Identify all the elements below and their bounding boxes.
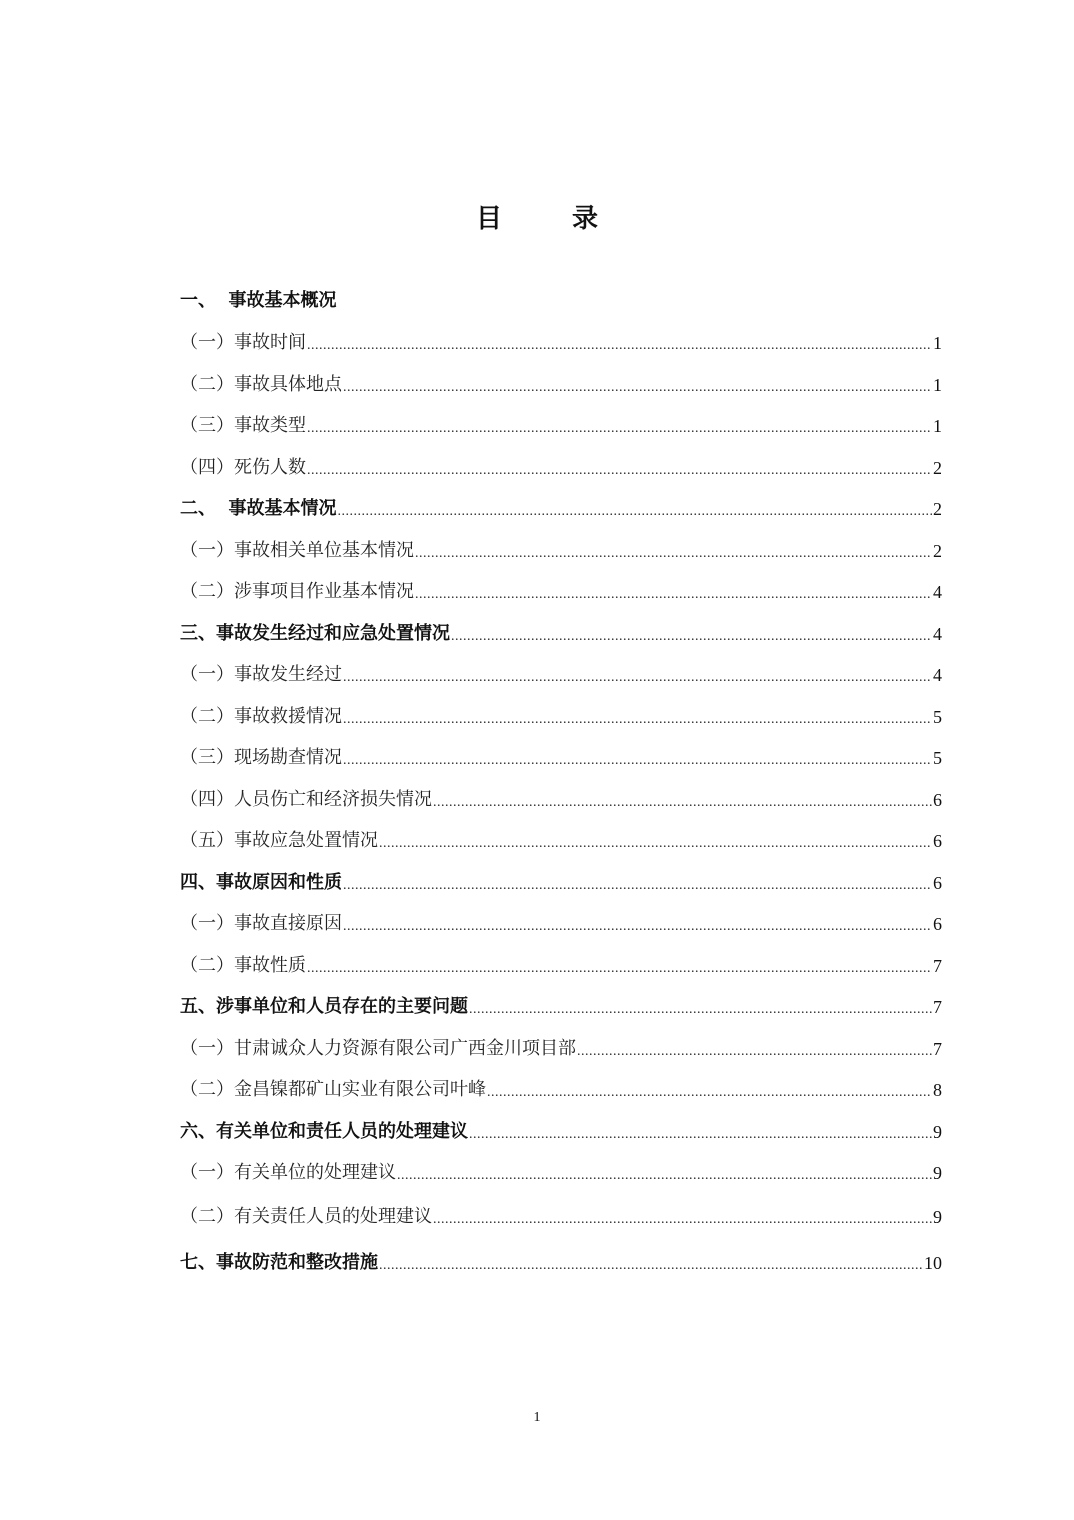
dot-leader [338, 504, 932, 520]
toc-entry-label: （二）涉事项目作业基本情况 [180, 581, 414, 602]
toc-entry-label: （三）事故类型 [180, 415, 306, 436]
page-number: 1 [533, 1410, 541, 1425]
dot-leader [343, 712, 932, 728]
toc-entry-page: 7 [933, 997, 942, 1017]
toc-entry-label: （二）事故救援情况 [180, 706, 342, 727]
dot-leader [577, 1044, 932, 1060]
toc-entry-label: （一）事故相关单位基本情况 [180, 540, 414, 561]
toc-entry-label: 六、有关单位和责任人员的处理建议 [180, 1121, 468, 1142]
dot-leader [415, 587, 932, 603]
toc-entry-label: （二）事故性质 [180, 955, 306, 976]
dot-leader [343, 670, 932, 686]
toc-entry-page: 7 [933, 956, 942, 976]
dot-leader [343, 878, 932, 894]
toc-entry-page: 1 [933, 375, 942, 395]
dot-leader [433, 795, 932, 811]
toc-subsection-entry[interactable] [180, 698, 942, 728]
toc-subsection-entry[interactable] [180, 739, 942, 769]
toc-entry-page: 9 [933, 1207, 942, 1227]
toc-section-entry[interactable] [180, 864, 942, 894]
toc-entry-page: 10 [924, 1253, 942, 1273]
toc-entry-label: 二、 事故基本情况 [180, 498, 337, 519]
toc-entry-page: 4 [933, 582, 942, 602]
toc-entry-label: （一）有关单位的处理建议 [180, 1162, 396, 1183]
toc-subsection-entry[interactable] [180, 532, 942, 562]
toc-section-entry[interactable] [180, 282, 942, 312]
toc-subsection-entry[interactable] [180, 1071, 942, 1101]
toc-section-entry[interactable] [180, 615, 942, 645]
dot-leader [469, 1002, 932, 1018]
toc-entry-label: 四、事故原因和性质 [180, 872, 342, 893]
toc-entry-label: 七、事故防范和整改措施 [180, 1252, 378, 1273]
dot-leader [451, 629, 932, 645]
toc-entry-label: （一）事故直接原因 [180, 913, 342, 934]
dot-leader [343, 753, 932, 769]
toc-entry-page: 9 [933, 1122, 942, 1142]
toc-entry-page: 6 [933, 914, 942, 934]
toc-subsection-entry[interactable] [180, 822, 942, 852]
dot-leader [397, 1168, 932, 1184]
dot-leader [487, 1085, 932, 1101]
toc-entry-label: （四）死伤人数 [180, 457, 306, 478]
toc-entry-page: 6 [933, 873, 942, 893]
dot-leader [343, 380, 932, 396]
toc-entry-label: 三、事故发生经过和应急处置情况 [180, 623, 450, 644]
toc-subsection-entry[interactable] [180, 573, 942, 603]
dot-leader [307, 961, 932, 977]
toc-entry-page: 2 [933, 499, 942, 519]
toc-entry-page: 9 [933, 1163, 942, 1183]
toc-entry-label: （二）事故具体地点 [180, 374, 342, 395]
dot-leader [307, 463, 932, 479]
toc-entry-label: （四）人员伤亡和经济损失情况 [180, 789, 432, 810]
dot-leader [433, 1212, 932, 1228]
toc-entry-label: （二）有关责任人员的处理建议 [180, 1206, 432, 1227]
toc-section-entry[interactable] [180, 1113, 942, 1143]
toc-section-entry[interactable] [180, 1244, 942, 1274]
toc-entry-label: （一）事故发生经过 [180, 664, 342, 685]
toc-entry-label: 五、涉事单位和人员存在的主要问题 [180, 996, 468, 1017]
toc-subsection-entry[interactable] [180, 947, 942, 977]
toc-entry-page: 6 [933, 790, 942, 810]
toc-entry-page: 8 [933, 1080, 942, 1100]
toc-entry-page: 2 [933, 458, 942, 478]
toc-entry-label: （一）甘肃诚众人力资源有限公司广西金川项目部 [180, 1038, 576, 1059]
toc-subsection-entry[interactable] [180, 1198, 942, 1228]
toc-entry-page: 1 [933, 333, 942, 353]
dot-leader [469, 1127, 932, 1143]
toc-entry-page: 1 [933, 416, 942, 436]
toc-entry-label: （三）现场勘查情况 [180, 747, 342, 768]
toc-entry-page: 5 [933, 707, 942, 727]
toc-section-entry[interactable] [180, 490, 942, 520]
toc-subsection-entry[interactable] [180, 656, 942, 686]
toc-subsection-entry[interactable] [180, 905, 942, 935]
dot-leader [307, 421, 932, 437]
dot-leader [379, 836, 932, 852]
toc-entry-label: （五）事故应急处置情况 [180, 830, 378, 851]
toc-entry-label: （一）事故时间 [180, 332, 306, 353]
toc-entry-page: 2 [933, 541, 942, 561]
page-title: 目 录 [475, 204, 620, 234]
toc-entry-page: 6 [933, 831, 942, 851]
toc-entry-page: 5 [933, 748, 942, 768]
toc-subsection-entry[interactable] [180, 324, 942, 354]
toc-subsection-entry[interactable] [180, 449, 942, 479]
toc-subsection-entry[interactable] [180, 781, 942, 811]
toc-subsection-entry[interactable] [180, 1030, 942, 1060]
toc-entry-page: 7 [933, 1039, 942, 1059]
dot-leader [379, 1258, 923, 1274]
toc-entry-label: （二）金昌镍都矿山实业有限公司叶峰 [180, 1079, 486, 1100]
toc-entry-label: 一、 事故基本概况 [180, 290, 337, 311]
toc-entry-page: 4 [933, 665, 942, 685]
dot-leader [307, 338, 932, 354]
dot-leader [343, 919, 932, 935]
toc-subsection-entry[interactable] [180, 366, 942, 396]
toc-subsection-entry[interactable] [180, 1154, 942, 1184]
dot-leader [415, 546, 932, 562]
toc-subsection-entry[interactable] [180, 407, 942, 437]
toc-entry-page: 4 [933, 624, 942, 644]
toc-section-entry[interactable] [180, 988, 942, 1018]
